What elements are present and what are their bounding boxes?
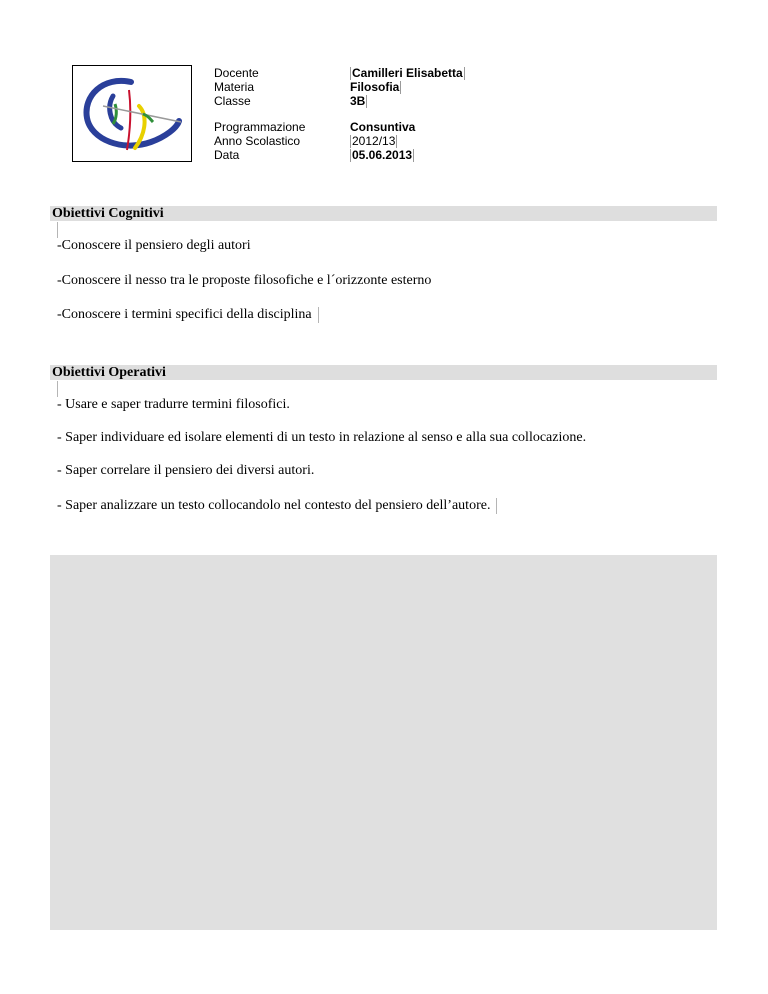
label-data: Data (214, 148, 240, 162)
value-docente: Camilleri Elisabetta (352, 66, 463, 80)
label-docente: Docente (214, 66, 259, 80)
header-values-top (350, 66, 465, 108)
header-labels-bottom (214, 120, 305, 162)
value-anno-scolastico: 2012/13 (352, 134, 396, 148)
header-labels-top (214, 66, 259, 108)
cognitivo-item-1: -Conoscere il pensiero degli autori (57, 238, 251, 253)
school-logo (72, 65, 192, 162)
empty-content-panel (50, 555, 717, 930)
label-materia: Materia (214, 80, 255, 94)
cognitivo-item-2: -Conoscere il nesso tra le proposte filosofiche e l´orizzonte esterno (57, 273, 432, 288)
value-materia: Filosofia (350, 80, 400, 94)
value-programmazione: Consuntiva (350, 120, 416, 134)
operativo-item-4-row (57, 498, 497, 514)
operativo-item-4: - Saper analizzare un testo collocandolo nel contesto del pensiero dell’autore. (57, 498, 491, 514)
section-title-cognitivi: Obiettivi Cognitivi (50, 206, 717, 221)
paragraph-end-mark (496, 498, 497, 514)
operativo-item-3: - Saper correlare il pensiero dei diversi autori. (57, 463, 315, 478)
label-anno-scolastico: Anno Scolastico (214, 134, 301, 148)
operativo-item-1: - Usare e saper tradurre termini filosofici. (57, 397, 290, 412)
section-title-operativi: Obiettivi Operativi (50, 365, 717, 380)
cognitivo-item-3-row (57, 307, 319, 323)
text-cursor-mark (57, 381, 58, 397)
label-classe: Classe (214, 94, 251, 108)
value-classe: 3B (350, 94, 366, 108)
logo-emblem-icon (73, 66, 191, 161)
cognitivo-item-3: -Conoscere i termini specifici della disciplina (57, 307, 312, 323)
paragraph-end-mark (318, 307, 319, 323)
label-programmazione: Programmazione (214, 120, 306, 134)
text-cursor-mark (57, 222, 58, 238)
value-data: 05.06.2013 (352, 148, 413, 162)
header-values-bottom (350, 120, 415, 162)
operativo-item-2: - Saper individuare ed isolare elementi di un testo in relazione al senso e alla sua collocazione. (57, 430, 587, 445)
